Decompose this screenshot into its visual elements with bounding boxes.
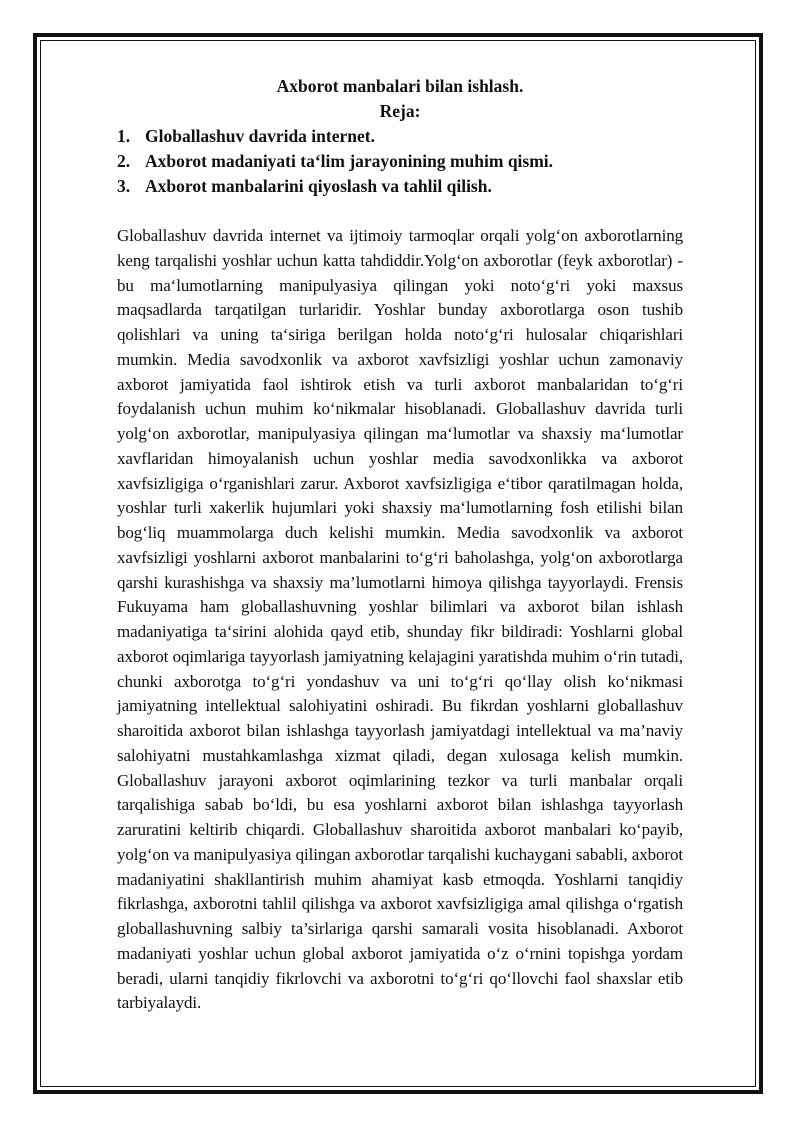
plan-item-number: 2. (117, 151, 131, 171)
plan-item (117, 149, 683, 174)
plan-item-number: 1. (117, 126, 131, 146)
document-title: Axborot manbalari bilan ishlash. (276, 76, 524, 96)
plan-item-text: Axborot madaniyati ta‘lim jarayonining muhim qismi. (145, 151, 554, 171)
document-content (117, 74, 683, 1016)
plan-item (117, 174, 683, 199)
plan-item (117, 124, 683, 149)
plan-item-text: Globallashuv davrida internet. (145, 126, 375, 146)
plan-item-number: 3. (117, 176, 131, 196)
plan-list (117, 124, 683, 199)
plan-item-text: Axborot manbalarini qiyoslash va tahlil qilish. (145, 176, 492, 196)
body-paragraph: Globallashuv davrida internet va ijtimoiy tarmoqlar orqali yolg‘on axborotlarning keng tarqalishi yoshlar uchun katta tahdiddir.Yolg‘on axborotlar (feyk axborotlar) - bu ma‘lumotlarning manipulyasiya qilingan yoki noto‘g‘ri yoki maxsus maqsadlarda tarqatilgan turlaridir. Yoshlar bunday axborotlarga oson tushib qolishlari va uning ta‘siriga berilgan holda noto‘g‘ri hulosalar chiqarishlari mumkin. Media savodxonlik va axborot xavfsizligi yoshlar uchun zamonaviy axborot jamiyatida faol ishtirok etish va turli axborot manbalaridan to‘g‘ri foydalanish uchun muhim ko‘nikmalar hisoblanadi. Globallashuv davrida turli yolg‘on axborotlar, manipulyasiya qilingan ma‘lumotlar va shaxsiy ma‘lumotlar xavflaridan himoyalanish uchun yoshlar media savodxonlikka va axborot xavfsizligiga o‘rganishlari zarur. Axborot xavfsizligiga e‘tibor qaratilmagan holda, yoshlar turli xakerlik hujumlari yoki shaxsiy ma‘lumotlarning fosh etilishi bilan bog‘liq muammolarga duch kelishi mumkin. Media savodxonlik va axborot xavfsizligi yoshlarni axborot manbalarini to‘g‘ri baholashga, yolg‘on axborotlarga qarshi kurashishga va shaxsiy ma’lumotlarni himoya qilishga tayyorlaydi. Frensis Fukuyama ham globallashuvning yoshlar bilimlari va axborot bilan ishlash madaniyatiga ta‘sirini alohida qayd etib, shunday fikr bildiradi: Yoshlarni global axborot oqimlariga tayyorlash jamiyatning kelajagini yaratishda muhim o‘rin tutadi, chunki axborotga to‘g‘ri yondashuv va uni to‘g‘ri qo‘llay olish ko‘nikmasi jamiyatning intellektual salohiyatini oshiradi. Bu fikrdan yoshlarni globallashuv sharoitida axborot bilan ishlashga tayyorlash jamiyatdagi intellektual va ma’naviy salohiyatni mustahkamlashga xizmat qiladi, degan xulosaga kelish mumkin. Globallashuv jarayoni axborot oqimlarining tezkor va turli manbalar orqali tarqalishiga sabab bo‘ldi, bu esa yoshlarni axborot bilan ishlashga tayyorlash zaruratini keltirib chiqardi. Globallashuv sharoitida axborot manbalari ko‘payib, yolg‘on va manipulyasiya qilingan axborotlar tarqalishi kuchaygani sababli, axborot madaniyatini shakllantirish muhim ahamiyat kasb etmoqda. Yoshlarni tanqidiy fikrlashga, axborotni tahlil qilishga va axborot xavfsizligiga amal qilishga o‘rgatish globallashuvning salbiy ta’sirlariga qarshi samarali vosita hisoblanadi. Axborot madaniyati yoshlar uchun global axborot jamiyatida o‘z o‘rnini topishga yordam beradi, ularni tanqidiy fikrlovchi va axborotni to‘g‘ri qo‘llovchi faol shaxslar etib tarbiyalaydi. (117, 226, 683, 1013)
plan-heading: Reja: (379, 101, 421, 121)
